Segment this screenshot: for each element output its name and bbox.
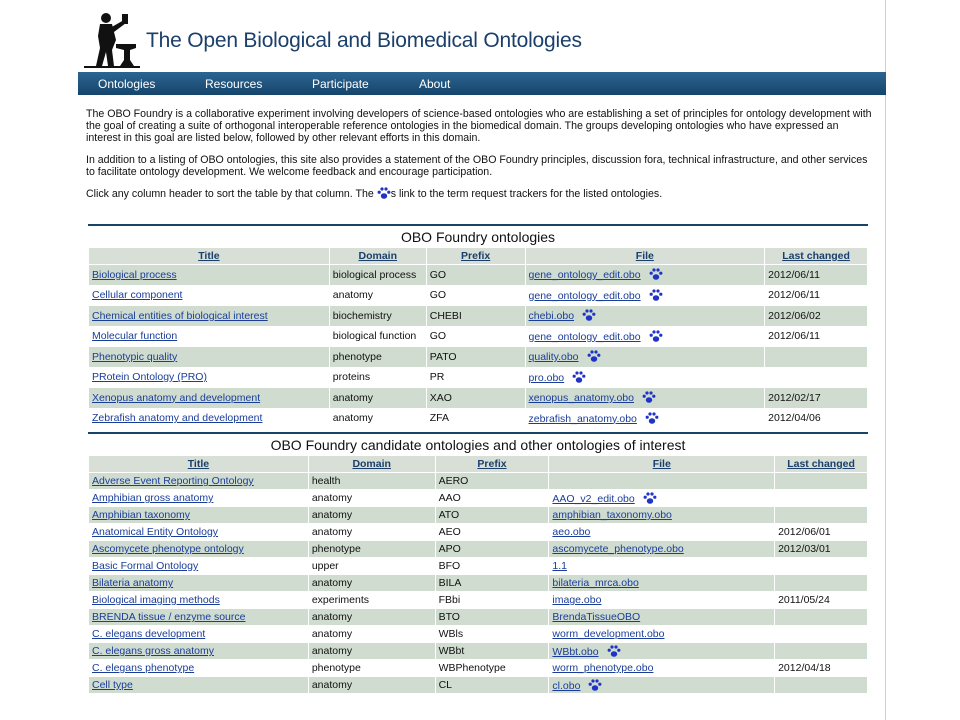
last-changed-cell: 2011/05/24 <box>775 592 868 609</box>
domain-cell: anatomy <box>308 626 435 643</box>
last-changed-cell <box>775 609 868 626</box>
last-changed-cell: 2012/06/01 <box>775 524 868 541</box>
nav-about[interactable]: About <box>419 76 451 91</box>
site-header <box>78 0 885 72</box>
file-cell <box>549 575 775 592</box>
prefix-cell: APO <box>435 541 549 558</box>
file-cell <box>525 265 765 286</box>
last-changed-cell <box>775 575 868 592</box>
domain-cell: phenotype <box>329 347 426 368</box>
paw-print-icon[interactable] <box>587 350 601 363</box>
table-header-row <box>89 456 868 473</box>
ontology-file-link[interactable]: worm_phenotype.obo <box>552 662 654 674</box>
ontology-file-link[interactable]: chebi.obo <box>528 310 575 323</box>
domain-cell: health <box>308 473 435 490</box>
ontology-title-link[interactable]: C. elegans development <box>92 628 206 640</box>
intro-paragraph-2: In addition to a listing of OBO ontologies, this site also provides a statement of the OBO Foundry principles, discussion fora, technical infrastructure, and other services to facilitate ontology development. We welcome feedback and encourage participation. <box>86 153 868 178</box>
ontology-file-link[interactable]: AAO_v2_edit.obo <box>552 492 635 505</box>
nav-participate[interactable]: Participate <box>312 76 369 91</box>
domain-cell: anatomy <box>308 524 435 541</box>
blacksmith-anvil-logo[interactable] <box>84 10 140 70</box>
prefix-cell: CL <box>435 677 549 694</box>
ontology-file-link[interactable]: pro.obo <box>528 371 565 384</box>
title-cell <box>89 524 309 541</box>
last-changed-cell: 2012/03/01 <box>775 541 868 558</box>
table-row <box>89 490 868 507</box>
prefix-cell: CHEBI <box>426 306 525 327</box>
sort-title-header[interactable]: Title <box>89 248 330 265</box>
domain-cell: biological process <box>329 265 426 286</box>
nav-resources[interactable]: Resources <box>205 76 263 91</box>
ontology-file-link[interactable]: aeo.obo <box>552 526 591 538</box>
sort-domain-header[interactable]: Domain <box>308 456 435 473</box>
table-row <box>89 592 868 609</box>
file-cell <box>549 677 775 694</box>
table-row <box>89 609 868 626</box>
last-changed-cell <box>775 643 868 660</box>
sort-prefix-header[interactable]: Prefix <box>426 248 525 265</box>
last-changed-cell: 2012/06/11 <box>765 285 868 306</box>
ontology-title-link[interactable]: Ascomycete phenotype ontology <box>92 543 244 555</box>
file-cell <box>549 626 775 643</box>
title-cell <box>89 643 309 660</box>
domain-cell: biochemistry <box>329 306 426 327</box>
prefix-cell: BILA <box>435 575 549 592</box>
paw-print-icon[interactable] <box>642 391 656 404</box>
table-row <box>89 507 868 524</box>
table-row <box>89 643 868 660</box>
prefix-cell: PATO <box>426 347 525 368</box>
prefix-cell: ATO <box>435 507 549 524</box>
ontology-title-link[interactable]: Xenopus anatomy and development <box>92 391 261 404</box>
domain-cell: experiments <box>308 592 435 609</box>
file-cell <box>549 541 775 558</box>
title-cell <box>89 408 330 429</box>
title-cell <box>89 592 309 609</box>
ontology-file-link[interactable]: WBbt.obo <box>552 645 599 658</box>
table-row <box>89 306 868 327</box>
table-row <box>89 347 868 368</box>
title-cell <box>89 347 330 368</box>
prefix-cell: ZFA <box>426 408 525 429</box>
ontology-file-link[interactable]: gene_ontology_edit.obo <box>528 269 641 282</box>
title-cell <box>89 388 330 409</box>
prefix-cell: AAO <box>435 490 549 507</box>
intro-text <box>86 108 876 209</box>
domain-cell: anatomy <box>308 490 435 507</box>
file-cell <box>549 643 775 660</box>
title-cell <box>89 367 330 388</box>
table-row <box>89 575 868 592</box>
main-nav <box>78 72 886 95</box>
ontology-title-link[interactable]: Biological imaging methods <box>92 594 220 606</box>
paw-print-icon <box>377 187 391 200</box>
paw-print-icon[interactable] <box>588 679 602 692</box>
ontology-title-link[interactable]: C. elegans gross anatomy <box>92 645 214 657</box>
prefix-cell: AEO <box>435 524 549 541</box>
table-row <box>89 677 868 694</box>
sort-title-header[interactable]: Title <box>89 456 309 473</box>
prefix-cell: XAO <box>426 388 525 409</box>
file-cell <box>549 490 775 507</box>
intro-paragraph-3 <box>86 187 876 200</box>
last-changed-cell: 2012/04/06 <box>765 408 868 429</box>
site-title: The Open Biological and Biomedical Ontologies <box>146 29 582 52</box>
intro-sort-hint: Click any column header to sort the table by that column. The <box>86 188 377 201</box>
last-changed-cell <box>765 347 868 368</box>
domain-cell: upper <box>308 558 435 575</box>
file-cell <box>525 408 765 429</box>
paw-print-icon[interactable] <box>645 412 659 425</box>
paw-print-icon[interactable] <box>649 330 663 343</box>
domain-cell: anatomy <box>329 285 426 306</box>
prefix-cell: WBPhenotype <box>435 660 549 677</box>
ontology-title-link[interactable]: Amphibian gross anatomy <box>92 492 214 504</box>
file-cell <box>525 347 765 368</box>
file-cell <box>525 306 765 327</box>
foundry-ontologies-table <box>88 224 868 429</box>
domain-cell: biological function <box>329 326 426 347</box>
file-cell <box>549 507 775 524</box>
sort-last-changed-header[interactable]: Last changed <box>775 456 868 473</box>
ontology-title-link[interactable]: Cellular component <box>92 289 183 302</box>
last-changed-cell <box>775 626 868 643</box>
file-cell <box>549 473 775 490</box>
domain-cell: proteins <box>329 367 426 388</box>
sort-last-changed-header[interactable]: Last changed <box>765 248 868 265</box>
candidate-table-caption: OBO Foundry candidate ontologies and other ontologies of interest <box>88 432 868 455</box>
title-cell <box>89 490 309 507</box>
last-changed-cell: 2012/06/02 <box>765 306 868 327</box>
last-changed-cell <box>775 677 868 694</box>
ontology-title-link[interactable]: Adverse Event Reporting Ontology <box>92 475 254 487</box>
prefix-cell: FBbi <box>435 592 549 609</box>
sort-file-header[interactable]: File <box>525 248 765 265</box>
ontology-file-link[interactable]: amphibian_taxonomy.obo <box>552 509 672 521</box>
title-cell <box>89 558 309 575</box>
ontology-title-link[interactable]: Cell type <box>92 679 133 691</box>
paw-print-icon[interactable] <box>582 309 596 322</box>
domain-cell: phenotype <box>308 541 435 558</box>
ontology-title-link[interactable]: Bilateria anatomy <box>92 577 174 589</box>
ontology-file-link[interactable]: quality.obo <box>528 351 579 364</box>
ontology-file-link[interactable]: bilateria_mrca.obo <box>552 577 639 589</box>
file-cell <box>549 660 775 677</box>
domain-cell: phenotype <box>308 660 435 677</box>
ontology-file-link[interactable]: ascomycete_phenotype.obo <box>552 543 684 555</box>
paw-print-icon[interactable] <box>649 289 663 302</box>
title-cell <box>89 626 309 643</box>
domain-cell: anatomy <box>308 575 435 592</box>
ontology-title-link[interactable]: BRENDA tissue / enzyme source <box>92 611 246 623</box>
title-cell <box>89 285 330 306</box>
page <box>78 0 886 720</box>
title-cell <box>89 265 330 286</box>
file-cell <box>525 285 765 306</box>
title-cell <box>89 473 309 490</box>
ontology-title-link[interactable]: Amphibian taxonomy <box>92 509 191 521</box>
file-cell <box>549 524 775 541</box>
ontology-title-link[interactable]: Biological process <box>92 268 177 281</box>
paw-print-icon[interactable] <box>649 268 663 281</box>
prefix-cell: AERO <box>435 473 549 490</box>
table-row <box>89 558 868 575</box>
table-row <box>89 326 868 347</box>
prefix-cell: GO <box>426 285 525 306</box>
intro-tracker-hint: s link to the term request trackers for the listed ontologies. <box>390 188 663 201</box>
sort-prefix-header[interactable]: Prefix <box>435 456 549 473</box>
table-row <box>89 285 868 306</box>
title-cell <box>89 609 309 626</box>
file-cell <box>549 592 775 609</box>
file-cell <box>525 388 765 409</box>
last-changed-cell <box>775 507 868 524</box>
nav-ontologies[interactable]: Ontologies <box>98 76 156 91</box>
domain-cell: anatomy <box>329 408 426 429</box>
ontology-title-link[interactable]: Molecular function <box>92 330 178 343</box>
title-cell <box>89 575 309 592</box>
paw-print-icon[interactable] <box>572 371 586 384</box>
prefix-cell: BTO <box>435 609 549 626</box>
ontology-file-link[interactable]: zebrafish_anatomy.obo <box>528 412 637 425</box>
last-changed-cell: 2012/06/11 <box>765 265 868 286</box>
table-row <box>89 660 868 677</box>
ontology-file-link[interactable]: cl.obo <box>552 679 581 692</box>
domain-cell: anatomy <box>329 388 426 409</box>
domain-cell: anatomy <box>308 677 435 694</box>
last-changed-cell: 2012/06/11 <box>765 326 868 347</box>
table-row <box>89 473 868 490</box>
last-changed-cell <box>775 473 868 490</box>
ontology-title-link[interactable]: Anatomical Entity Ontology <box>92 526 219 538</box>
last-changed-cell: 2012/02/17 <box>765 388 868 409</box>
prefix-cell: WBls <box>435 626 549 643</box>
ontology-file-link[interactable]: BrendaTissueOBO <box>552 611 641 623</box>
prefix-cell: PR <box>426 367 525 388</box>
ontology-title-link[interactable]: Phenotypic quality <box>92 350 178 363</box>
foundry-table-caption: OBO Foundry ontologies <box>88 224 868 247</box>
domain-cell: anatomy <box>308 507 435 524</box>
ontology-title-link[interactable]: Zebrafish anatomy and development <box>92 412 263 425</box>
sort-domain-header[interactable]: Domain <box>329 248 426 265</box>
title-cell <box>89 507 309 524</box>
table-row <box>89 388 868 409</box>
ontology-file-link[interactable]: worm_development.obo <box>552 628 665 640</box>
ontology-file-link[interactable]: 1.1 <box>552 560 568 572</box>
intro-paragraph-1: The OBO Foundry is a collaborative experiment involving developers of science-based ontologies who are establishing a set of principles for ontology development with the goal of creating a suite of orthogonal interoperable reference ontologies in the biomedical domain. The groups developing ontologies who have expressed an interest in this goal are listed below, followed by other relevant efforts in this domain. <box>86 108 872 145</box>
last-changed-cell <box>775 490 868 507</box>
table-header-row <box>89 248 868 265</box>
prefix-cell: WBbt <box>435 643 549 660</box>
prefix-cell: GO <box>426 265 525 286</box>
domain-cell: anatomy <box>308 609 435 626</box>
file-cell <box>549 558 775 575</box>
ontology-file-link[interactable]: gene_ontology_edit.obo <box>528 330 641 343</box>
title-cell <box>89 326 330 347</box>
table-row <box>89 626 868 643</box>
title-cell <box>89 660 309 677</box>
table-row <box>89 408 868 429</box>
table-row <box>89 541 868 558</box>
table-row <box>89 524 868 541</box>
title-cell <box>89 541 309 558</box>
file-cell <box>549 609 775 626</box>
file-cell <box>525 367 765 388</box>
table-row <box>89 265 868 286</box>
last-changed-cell: 2012/04/18 <box>775 660 868 677</box>
candidate-ontologies-table <box>88 432 868 694</box>
ontology-title-link[interactable]: Basic Formal Ontology <box>92 560 199 572</box>
file-cell <box>525 326 765 347</box>
table-row <box>89 367 868 388</box>
domain-cell: anatomy <box>308 643 435 660</box>
paw-print-icon[interactable] <box>607 645 621 658</box>
ontology-title-link[interactable]: Chemical entities of biological interest <box>92 309 268 322</box>
prefix-cell: GO <box>426 326 525 347</box>
ontology-file-link[interactable]: gene_ontology_edit.obo <box>528 289 641 302</box>
last-changed-cell <box>775 558 868 575</box>
prefix-cell: BFO <box>435 558 549 575</box>
ontology-title-link[interactable]: PRotein Ontology (PRO) <box>92 371 207 384</box>
ontology-file-link[interactable]: image.obo <box>552 594 602 606</box>
ontology-file-link[interactable]: xenopus_anatomy.obo <box>528 392 634 405</box>
paw-print-icon[interactable] <box>643 492 657 505</box>
last-changed-cell <box>765 367 868 388</box>
title-cell <box>89 306 330 327</box>
sort-file-header[interactable]: File <box>549 456 775 473</box>
ontology-title-link[interactable]: C. elegans phenotype <box>92 662 195 674</box>
title-cell <box>89 677 309 694</box>
